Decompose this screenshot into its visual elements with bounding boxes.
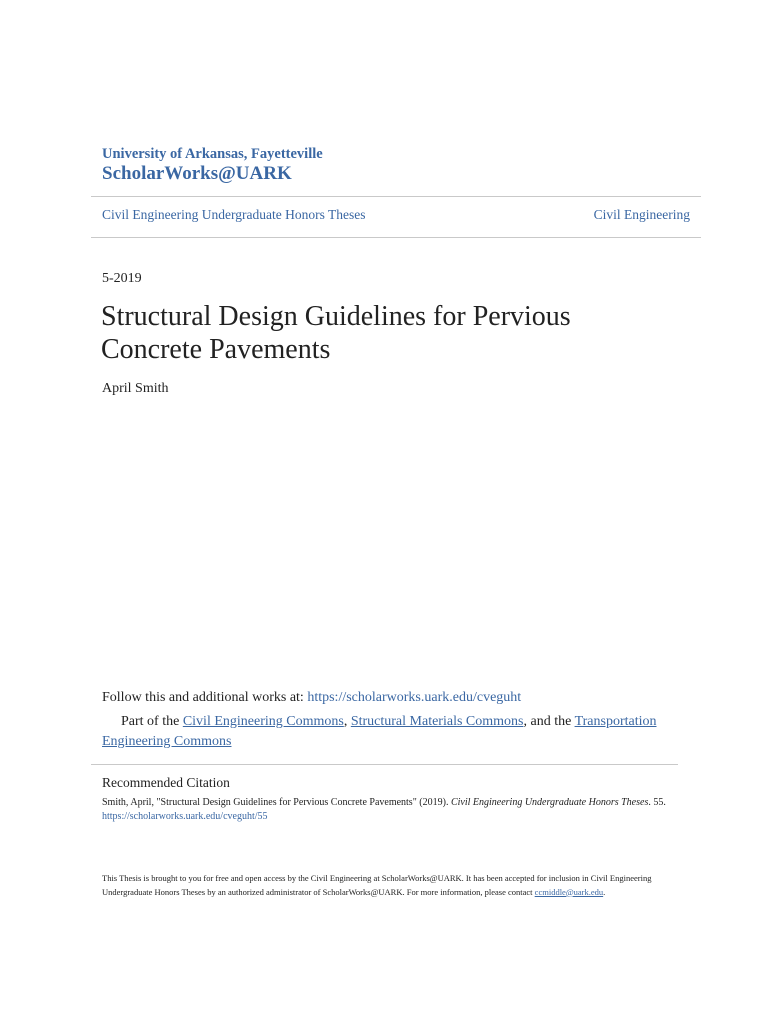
document-title: Structural Design Guidelines for Pervious Concrete Pavements <box>101 301 571 365</box>
follow-line <box>102 688 521 707</box>
series-link[interactable]: Civil Engineering Undergraduate Honors Theses <box>102 207 366 222</box>
part-of-prefix: Part of the <box>121 714 183 729</box>
publication-date: 5-2019 <box>102 271 142 286</box>
civil-engineering-commons-link[interactable]: Civil Engineering Commons <box>182 714 344 729</box>
repository-header <box>102 145 702 185</box>
citation-prefix: Smith, April, "Structural Design Guidelines for Pervious Concrete Pavements" (2019). <box>102 797 451 808</box>
notice-text: This Thesis is brought to you for free and open access by the Civil Engineering at ScholarWorks@UARK. It has been accepted for inclusion in Civil Engineering Undergraduate Honors Theses by an authorized administrator of ScholarWorks@UARK. For more information, please contact <box>102 873 652 897</box>
series-row <box>102 206 690 224</box>
follow-prefix: Follow this and additional works at: <box>102 690 308 705</box>
department-link[interactable]: Civil Engineering <box>593 207 690 222</box>
part-of-separator-2: , and the <box>523 714 575 729</box>
author-name[interactable]: April Smith <box>102 381 169 396</box>
notice-end: . <box>603 886 606 897</box>
part-of-line <box>102 712 677 751</box>
part-of-separator-1: , <box>343 714 351 729</box>
top-divider <box>91 196 701 197</box>
citation-suffix: . 55. <box>648 797 666 808</box>
transportation-engineering-commons-link[interactable]: Transportation Engineering Commons <box>102 714 657 749</box>
citation-heading: Recommended Citation <box>102 775 230 790</box>
citation-divider <box>91 764 678 765</box>
series-divider <box>91 237 701 238</box>
citation-text <box>102 796 677 823</box>
citation-url-link[interactable]: https://scholarworks.uark.edu/cveguht/55 <box>102 810 268 822</box>
follow-url-link[interactable]: https://scholarworks.uark.edu/cveguht <box>307 690 522 705</box>
contact-email-link[interactable]: ccmiddle@uark.edu <box>534 886 604 897</box>
structural-materials-commons-link[interactable]: Structural Materials Commons <box>350 714 524 729</box>
university-name: University of Arkansas, Fayetteville <box>102 146 323 162</box>
citation-series: Civil Engineering Undergraduate Honors Theses <box>450 797 649 808</box>
repository-name[interactable]: ScholarWorks@UARK <box>102 163 292 184</box>
access-notice <box>102 872 662 899</box>
